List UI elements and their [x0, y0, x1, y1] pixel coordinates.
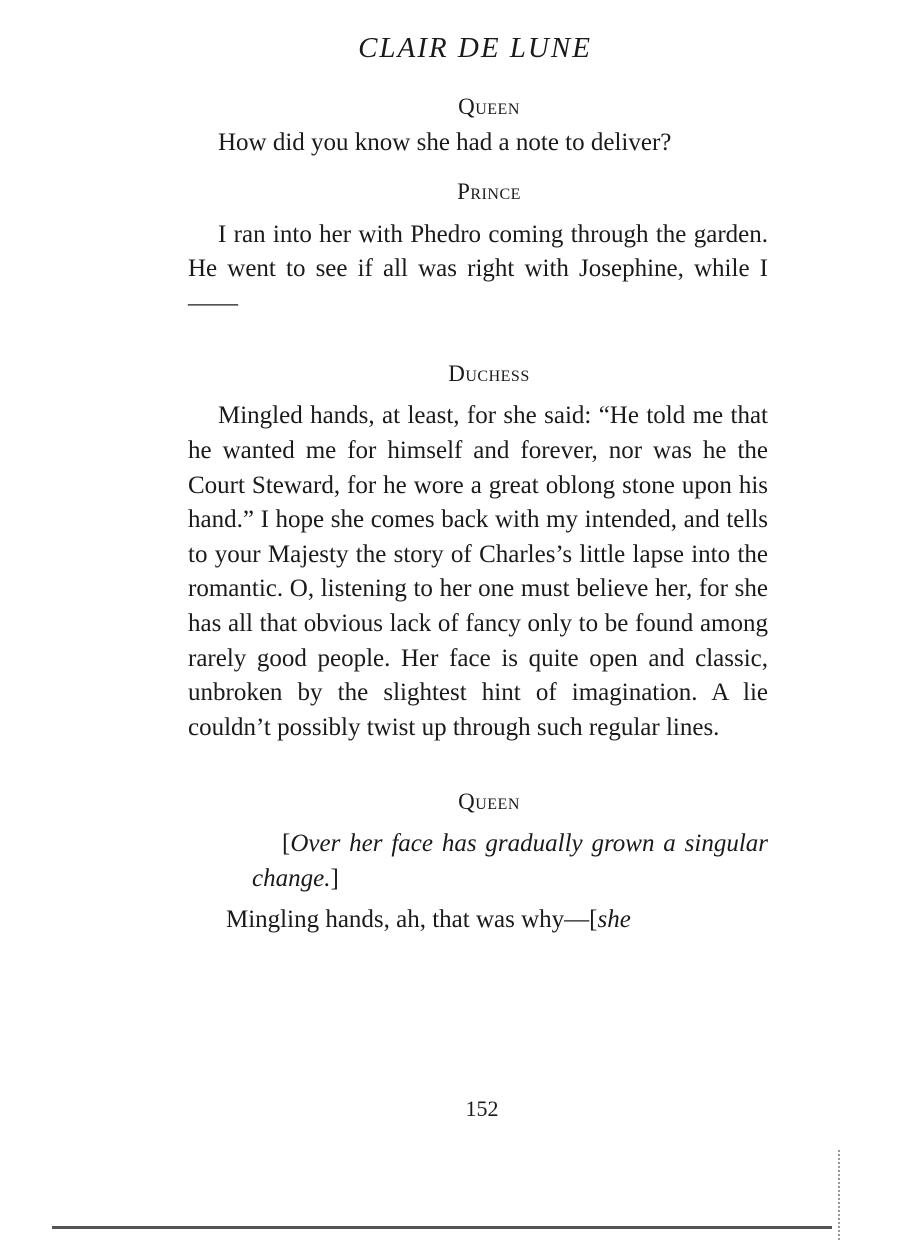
speech-paragraph [188, 903, 768, 938]
bottom-rule [52, 1226, 832, 1229]
speaker-name: Queen [458, 789, 520, 815]
text-column [188, 88, 768, 937]
speech-paragraph: How did you know she had a note to deliver? [218, 129, 672, 156]
stage-direction-text: Over her face has gradually grown a singular change. [252, 830, 768, 892]
scan-edge-mark [838, 1150, 842, 1240]
stage-direction [188, 827, 768, 896]
speech-paragraph: Mingled hands, at least, for she said: “He told me that he wanted me for himself and forever, nor was he the Court Steward, for he wore a great oblong stone upon his hand.” I hope she comes back with my intended, and tells to your Majesty the story of Charles’s little lapse into the romantic. O, listening to her one must believe her, for she has all that obvious lack of fancy only to be found among rarely good people. Her face is quite open and classic, unbroken by the slightest hint of imagination. A lie couldn’t possibly twist up through such regular lines. [188, 402, 768, 741]
page-number: 152 [465, 1096, 499, 1121]
speaker-name: Duchess [448, 361, 530, 387]
speech-text: Mingling hands, ah, that was why—[ [226, 905, 598, 933]
speaker-name: Queen [458, 94, 520, 119]
speech-paragraph: I ran into her with Phedro coming through the garden. He went to see if all was right with Josephine, while I—— [188, 220, 768, 317]
stage-close-bracket: ] [330, 864, 339, 892]
stage-open-bracket: [ [282, 830, 291, 858]
running-title: CLAIR DE LUNE [358, 32, 592, 64]
speech-italic-text: she [597, 905, 631, 933]
speaker-name: Prince [457, 178, 521, 204]
